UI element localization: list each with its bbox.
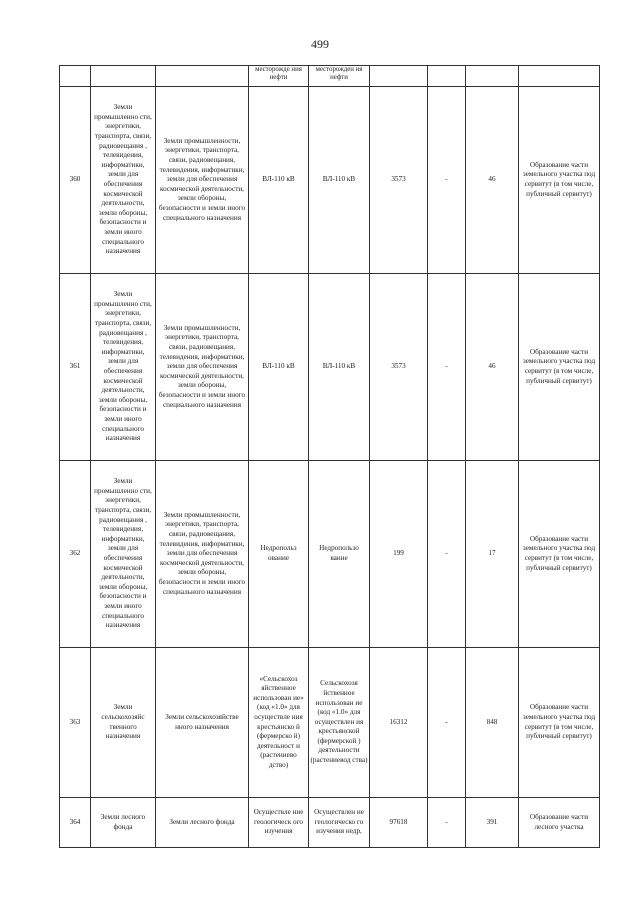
table-row [60, 798, 600, 848]
area-value: 3573 [370, 87, 428, 274]
permitted-use-target: ВЛ-110 кВ [309, 274, 370, 461]
permitted-use: Осуществле ние геологическ ого изучения [249, 798, 309, 848]
purpose-text: Образование части лесного участка [519, 798, 600, 848]
permitted-use-target: Недропользо вание [309, 461, 370, 648]
part-area-value: 17 [466, 461, 519, 648]
purpose-text: Образование части земельного участка под сервитут (в том числе, публичный сервитут) [519, 648, 600, 798]
row-number: 360 [60, 87, 91, 274]
land-category-full: Земли лесного фонда [156, 798, 249, 848]
header-cell [466, 66, 519, 87]
land-category: Земли лесного фонда [91, 798, 156, 848]
permitted-use-target: ВЛ-110 кВ [309, 87, 370, 274]
land-plots-table [59, 65, 600, 848]
header-cell [370, 66, 428, 87]
table-row [60, 461, 600, 648]
purpose-text: Образование части земельного участка под сервитут (в том числе, публичный сервитут) [519, 274, 600, 461]
header-cell [428, 66, 466, 87]
area-value: 97618 [370, 798, 428, 848]
header-cell: месторожден ия нефти [309, 66, 370, 87]
dash-cell: - [428, 87, 466, 274]
dash-cell: - [428, 648, 466, 798]
land-category: Земли сельскохозяйс твенного назначения [91, 648, 156, 798]
part-area-value: 46 [466, 274, 519, 461]
land-category-full: Земли промышленности, энергетики, транспорта, связи, радиовещания, телевидения, информатики, земли для обеспечения космической деятельности, земли обороны, безопасности и земли иного специального назначения [156, 87, 249, 274]
permitted-use-target: Сельскохозя йственное использован ие (код «1.0» для осуществлен ия крестьянской (фермерской ) деятельности (растениевод ства) [309, 648, 370, 798]
area-value: 199 [370, 461, 428, 648]
permitted-use: ВЛ-110 кВ [249, 87, 309, 274]
dash-cell: - [428, 461, 466, 648]
header-cell [156, 66, 249, 87]
header-cell: месторожде ния нефти [249, 66, 309, 87]
row-number: 363 [60, 648, 91, 798]
land-category-full: Земли сельскохозяйстве нного назначения [156, 648, 249, 798]
area-value: 3573 [370, 274, 428, 461]
permitted-use-target: Осуществлен ие геологическо го изучения недр, [309, 798, 370, 848]
row-number: 364 [60, 798, 91, 848]
permitted-use: «Сельскохоз яйственное использован ие» (код «1.0» для осуществле ния крестьянско й (фермерско й) деятельност и (растениево дство) [249, 648, 309, 798]
row-number: 362 [60, 461, 91, 648]
land-category-full: Земли промышленности, энергетики, транспорта, связи, радиовещания, телевидения, информатики, земли для обеспечения космической деятельности, земли обороны, безопасности и земли иного специального назначения [156, 461, 249, 648]
land-category: Земли промышленно сти, энергетики, транспорта, связи, радиовещания , телевидения, информатики, земли для обеспечения космической деятельности, земли обороны, безопасности и земли иного специального назначения [91, 274, 156, 461]
header-cell [91, 66, 156, 87]
dash-cell: - [428, 274, 466, 461]
header-cell [519, 66, 600, 87]
page-number: 499 [311, 37, 329, 51]
permitted-use: Недропольз ование [249, 461, 309, 648]
table-row [60, 648, 600, 798]
part-area-value: 848 [466, 648, 519, 798]
land-category-full: Земли промышленности, энергетики, транспорта, связи, радиовещания, телевидения, информатики, земли для обеспечения космической деятельности, земли обороны, безопасности и земли иного специального назначения [156, 274, 249, 461]
row-number: 361 [60, 274, 91, 461]
table-header-row [60, 66, 600, 87]
purpose-text: Образование части земельного участка под сервитут (в том числе, публичный сервитут) [519, 87, 600, 274]
header-cell [60, 66, 91, 87]
area-value: 16312 [370, 648, 428, 798]
part-area-value: 391 [466, 798, 519, 848]
land-category: Земли промышленно сти, энергетики, транспорта, связи, радиовещания , телевидения, информатики, земли для обеспечения космической деятельности, земли обороны, безопасности и земли иного специального назначения [91, 87, 156, 274]
dash-cell: - [428, 798, 466, 848]
purpose-text: Образование части земельного участка под сервитут (в том числе, публичный сервитут) [519, 461, 600, 648]
table-row [60, 87, 600, 274]
table-row [60, 274, 600, 461]
land-category: Земли промышленно сти, энергетики, транспорта, связи, радиовещания , телевидения, информатики, земли для обеспечения космической деятельности, земли обороны, безопасности и земли иного специального назначения [91, 461, 156, 648]
permitted-use: ВЛ-110 кВ [249, 274, 309, 461]
part-area-value: 46 [466, 87, 519, 274]
